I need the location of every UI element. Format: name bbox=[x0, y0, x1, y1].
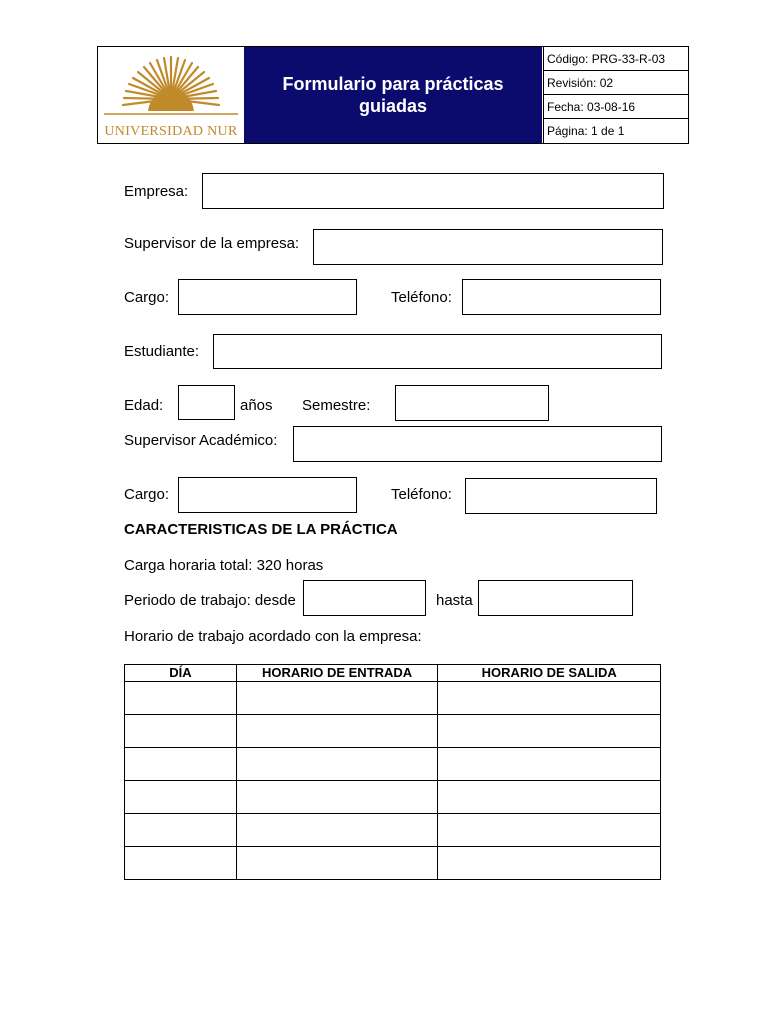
edad-label: Edad: bbox=[124, 397, 164, 414]
telefono-label: Teléfono: bbox=[391, 289, 452, 306]
table-row bbox=[125, 682, 661, 715]
horario-label: Horario de trabajo acordado con la empresa: bbox=[124, 628, 422, 645]
semestre-input[interactable] bbox=[395, 385, 549, 421]
anos-label: años bbox=[240, 397, 273, 414]
dia-cell[interactable] bbox=[125, 715, 237, 748]
form-title: Formulario para prácticas guiadas bbox=[244, 47, 542, 143]
cargo-label: Cargo: bbox=[124, 289, 170, 306]
entrada-cell[interactable] bbox=[236, 682, 438, 715]
university-logo bbox=[98, 47, 244, 143]
periodo-label: Periodo de trabajo: desde bbox=[124, 592, 296, 609]
dia-cell[interactable] bbox=[125, 748, 237, 781]
table-row bbox=[125, 814, 661, 847]
cargo-academico-input[interactable] bbox=[178, 477, 357, 513]
table-row bbox=[125, 847, 661, 880]
column-header-salida: HORARIO DE SALIDA bbox=[438, 665, 661, 682]
cargo-input[interactable] bbox=[178, 279, 357, 315]
supervisor-empresa-input[interactable] bbox=[313, 229, 663, 265]
column-header-dia: DÍA bbox=[125, 665, 237, 682]
telefono-academico-label: Teléfono: bbox=[391, 486, 452, 503]
periodo-hasta-input[interactable] bbox=[478, 580, 633, 616]
dia-cell[interactable] bbox=[125, 781, 237, 814]
telefono-input[interactable] bbox=[462, 279, 661, 315]
estudiante-label: Estudiante: bbox=[124, 343, 200, 360]
table-header-row bbox=[125, 665, 661, 682]
section-heading: CARACTERISTICAS DE LA PRÁCTICA bbox=[124, 521, 398, 538]
column-header-entrada: HORARIO DE ENTRADA bbox=[236, 665, 438, 682]
supervisor-academico-label: Supervisor Académico: bbox=[124, 432, 278, 449]
dia-cell[interactable] bbox=[125, 814, 237, 847]
pagina-field: Página: 1 de 1 bbox=[543, 119, 688, 143]
salida-cell[interactable] bbox=[438, 781, 661, 814]
salida-cell[interactable] bbox=[438, 847, 661, 880]
salida-cell[interactable] bbox=[438, 682, 661, 715]
codigo-field: Código: PRG-33-R-03 bbox=[543, 47, 688, 71]
revision-field: Revisión: 02 bbox=[543, 71, 688, 95]
entrada-cell[interactable] bbox=[236, 781, 438, 814]
fecha-field: Fecha: 03-08-16 bbox=[543, 95, 688, 119]
periodo-desde-input[interactable] bbox=[303, 580, 426, 616]
document-header bbox=[97, 46, 689, 144]
logo-cell bbox=[98, 47, 245, 143]
schedule-table bbox=[124, 664, 661, 880]
salida-cell[interactable] bbox=[438, 814, 661, 847]
salida-cell[interactable] bbox=[438, 715, 661, 748]
logo-text: UNIVERSIDAD NUR bbox=[104, 124, 238, 139]
carga-horaria-text: Carga horaria total: 320 horas bbox=[124, 557, 324, 574]
hasta-label: hasta bbox=[436, 592, 473, 609]
entrada-cell[interactable] bbox=[236, 847, 438, 880]
empresa-input[interactable] bbox=[202, 173, 664, 209]
entrada-cell[interactable] bbox=[236, 748, 438, 781]
salida-cell[interactable] bbox=[438, 748, 661, 781]
table-row bbox=[125, 748, 661, 781]
supervisor-empresa-label: Supervisor de la empresa: bbox=[124, 235, 300, 252]
semestre-label: Semestre: bbox=[302, 397, 371, 414]
cargo-academico-label: Cargo: bbox=[124, 486, 170, 503]
supervisor-academico-input[interactable] bbox=[293, 426, 662, 462]
empresa-label: Empresa: bbox=[124, 183, 189, 200]
entrada-cell[interactable] bbox=[236, 814, 438, 847]
dia-cell[interactable] bbox=[125, 682, 237, 715]
edad-input[interactable] bbox=[178, 385, 235, 420]
telefono-academico-input[interactable] bbox=[465, 478, 657, 514]
estudiante-input[interactable] bbox=[213, 334, 662, 369]
entrada-cell[interactable] bbox=[236, 715, 438, 748]
dia-cell[interactable] bbox=[125, 847, 237, 880]
table-row bbox=[125, 781, 661, 814]
table-row bbox=[125, 715, 661, 748]
